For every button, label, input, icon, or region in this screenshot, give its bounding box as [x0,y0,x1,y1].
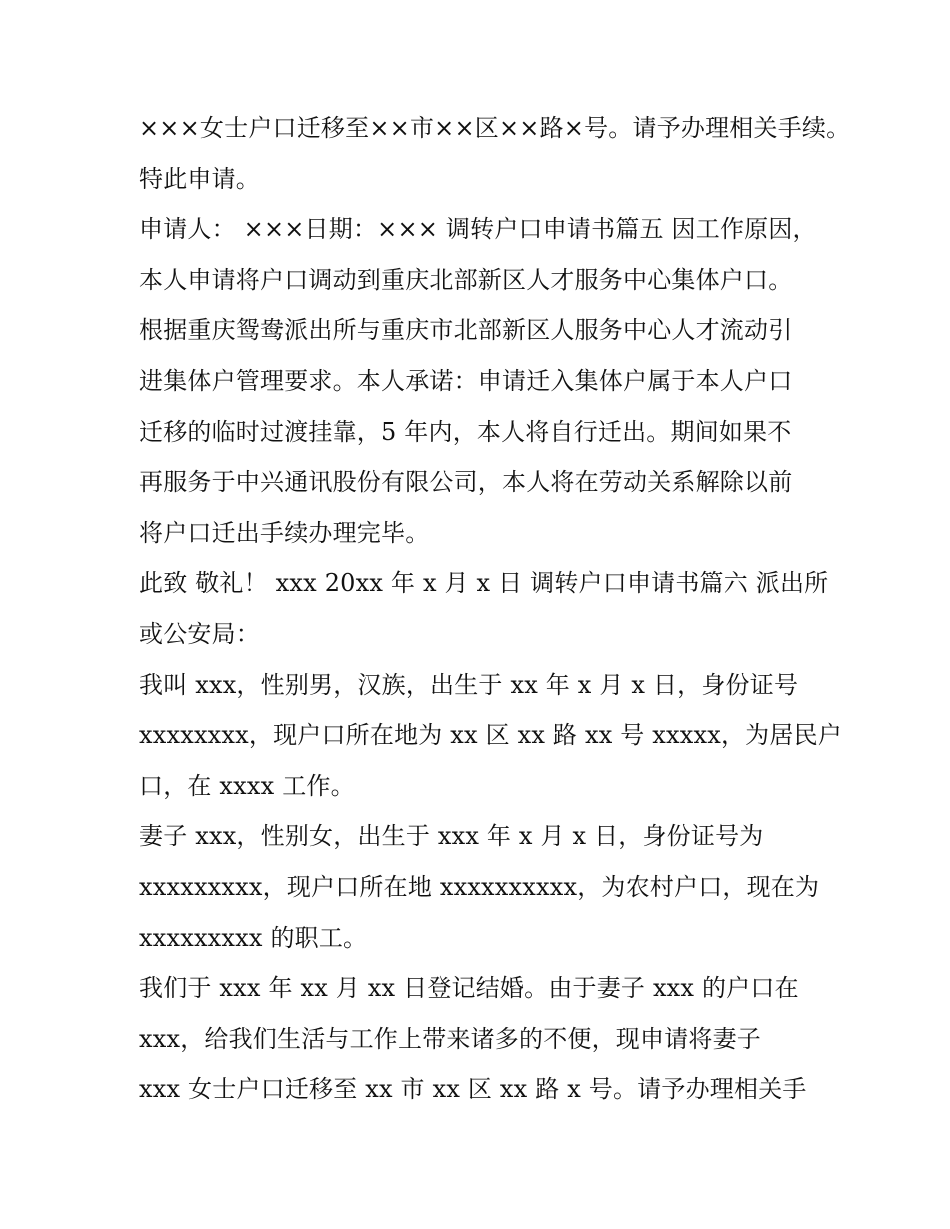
text-line-19: xxx，给我们生活与工作上带来诸多的不便，现申请将妻子 [139,1024,762,1053]
text-line-16: xxxxxxxxx，现户口所在地 xxxxxxxxxx，为农村户口，现在为 [139,872,820,901]
text-line-4: 本人申请将户口调动到重庆北部新区人才服务中心集体户口。 [139,265,793,294]
text-line-2: 特此申请。 [139,164,260,193]
text-line-15: 妻子 xxx，性别女，出生于 xxx 年 x 月 x 日，身份证号为 [139,822,764,851]
text-line-11: 或公安局： [139,619,260,648]
text-line-12: 我叫 xxx，性别男，汉族，出生于 xx 年 x 月 x 日，身份证号 [139,670,799,699]
text-line-1: ×××女士户口迁移至××市××区××路×号。请予办理相关手续。 [139,114,851,142]
text-line-14: 口，在 xxxx 工作。 [139,771,355,800]
text-line-13: xxxxxxxx，现户口所在地为 xx 区 xx 路 xx 号 xxxxx，为居民户 [139,721,842,750]
text-line-20: xxx 女士户口迁移至 xx 市 xx 区 xx 路 x 号。请予办理相关手 [139,1075,807,1104]
text-line-10: 此致 敬礼！ xxx 20xx 年 x 月 x 日 调转户口申请书篇六 派出所 [139,569,829,598]
text-line-8: 再服务于中兴通讯股份有限公司，本人将在劳动关系解除以前 [139,468,793,497]
text-line-18: 我们于 xxx 年 xx 月 xx 日登记结婚。由于妻子 xxx 的户口在 [139,974,799,1003]
document-body [139,103,851,1115]
text-line-9: 将户口迁出手续办理完毕。 [139,518,430,547]
text-line-5: 根据重庆鸳鸯派出所与重庆市北部新区人服务中心人才流动引 [139,316,793,345]
text-line-3: 申请人： ×××日期：××× 调转户口申请书篇五 因工作原因， [139,215,817,244]
text-line-6: 进集体户管理要求。本人承诺：申请迁入集体户属于本人户口 [139,366,793,395]
text-line-17: xxxxxxxxx 的职工。 [139,923,368,952]
text-line-7: 迁移的临时过渡挂靠，5 年内，本人将自行迁出。期间如果不 [139,417,792,446]
